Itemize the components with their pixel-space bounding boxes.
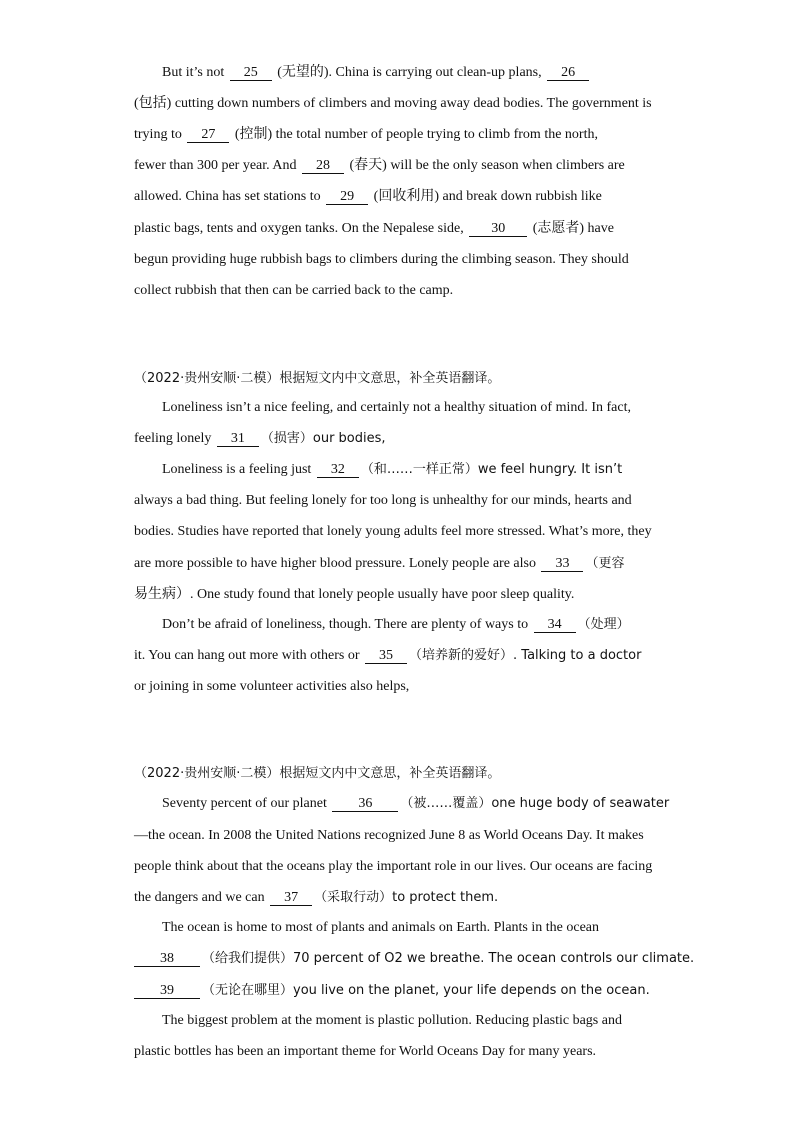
text: allowed. China has set stations to [134,189,325,204]
blank-37[interactable]: 37 [270,891,312,906]
text: fewer than 300 per year. And [134,158,300,173]
text: （和……一样正常）we feel hungry. It isn’t [360,462,623,477]
blank-26[interactable]: 26 [547,66,589,81]
s2-line-10: or joining in some volunteer activities also helps, [134,679,410,694]
s3-line-2: —the ocean. In 2008 the United Nations recognized June 8 as World Oceans Day. It makes [134,828,644,843]
s1-line-1 [162,65,591,81]
s2-line-7: 易生病）. One study found that lonely people usually have poor sleep quality. [134,587,575,602]
blank-34[interactable]: 34 [534,618,576,633]
s3-line-5: The ocean is home to most of plants and animals on Earth. Plants in the ocean [162,920,600,935]
text: Seventy percent of our planet [162,796,331,811]
s2-line-2 [134,431,386,447]
s3-line-3: people think about that the oceans play the important role in our lives. Our oceans are facing [134,859,653,874]
text: （被……覆盖）one huge body of seawater [400,796,670,811]
blank-35[interactable]: 35 [365,649,407,664]
s2-line-4: always a bad thing. But feeling lonely for too long is unhealthy for our minds, hearts and [134,493,632,508]
blank-32[interactable]: 32 [317,463,359,478]
s1-line-6 [134,221,614,237]
text: （给我们提供）70 percent of O2 we breathe. The ocean controls our climate. [202,951,695,966]
s3-line-4 [134,890,498,906]
s1-line-4 [134,158,625,174]
s1-line-7: begun providing huge rubbish bags to climbers during the climbing season. They should [134,252,629,267]
blank-29[interactable]: 29 [326,190,368,205]
text: （处理） [577,617,630,632]
s2-line-9 [134,648,641,664]
s3-header: （2022·贵州安顺·二模）根据短文内中文意思，补全英语翻译。 [134,766,501,781]
text: But it’s not [162,65,228,80]
s2-line-5: bodies. Studies have reported that lonely young adults feel more stressed. What’s more, they [134,524,652,539]
text: trying to [134,127,186,142]
text: Don’t be afraid of loneliness, though. There are plenty of ways to [162,617,532,632]
blank-27[interactable]: 27 [187,128,229,143]
s2-line-3 [162,462,622,478]
s2-line-1: Loneliness isn’t a nice feeling, and certainly not a healthy situation of mind. In fact, [162,400,631,415]
blank-31[interactable]: 31 [217,432,259,447]
blank-33[interactable]: 33 [541,557,583,572]
text: （采取行动）to protect them. [314,890,499,905]
blank-38[interactable]: 38 [134,952,200,967]
text: （更容 [585,556,625,571]
text: (控制) the total number of people trying to climb from the north, [231,127,598,142]
text: are more possible to have higher blood pressure. Lonely people are also [134,556,540,571]
s1-line-3 [134,127,598,143]
blank-28[interactable]: 28 [302,159,344,174]
blank-36[interactable]: 36 [332,797,398,812]
s3-line-9: plastic bottles has been an important theme for World Oceans Day for many years. [134,1044,597,1059]
s2-line-8 [162,617,630,633]
text: (春天) will be the only season when climbers are [346,158,625,173]
text: (回收利用) and break down rubbish like [370,189,602,204]
text: （无论在哪里）you live on the planet, your life depends on the ocean. [202,983,650,998]
s2-line-6 [134,556,625,572]
text: feeling lonely [134,431,215,446]
blank-39[interactable]: 39 [134,984,200,999]
text: （损害）our bodies, [260,431,386,446]
text: Loneliness is a feeling just [162,462,315,477]
blank-30[interactable]: 30 [469,222,527,237]
text: (无望的). China is carrying out clean-up plans, [273,65,546,80]
s2-header: （2022·贵州安顺·二模）根据短文内中文意思，补全英语翻译。 [134,371,501,386]
s1-line-2: (包括) cutting down numbers of climbers and moving away dead bodies. The government is [134,96,652,111]
s3-line-1 [162,796,669,812]
blank-25[interactable]: 25 [230,66,272,81]
text: plastic bags, tents and oxygen tanks. On the Nepalese side, [134,221,468,236]
text: （培养新的爱好）. Talking to a doctor [409,648,642,663]
text: it. You can hang out more with others or [134,648,364,663]
s3-line-6 [134,951,694,967]
s1-line-8: collect rubbish that then can be carried back to the camp. [134,283,454,298]
s3-line-7 [134,983,650,999]
text: the dangers and we can [134,890,269,905]
text: (志愿者) have [529,221,614,236]
s1-line-5 [134,189,602,205]
s3-line-8: The biggest problem at the moment is plastic pollution. Reducing plastic bags and [162,1013,622,1028]
